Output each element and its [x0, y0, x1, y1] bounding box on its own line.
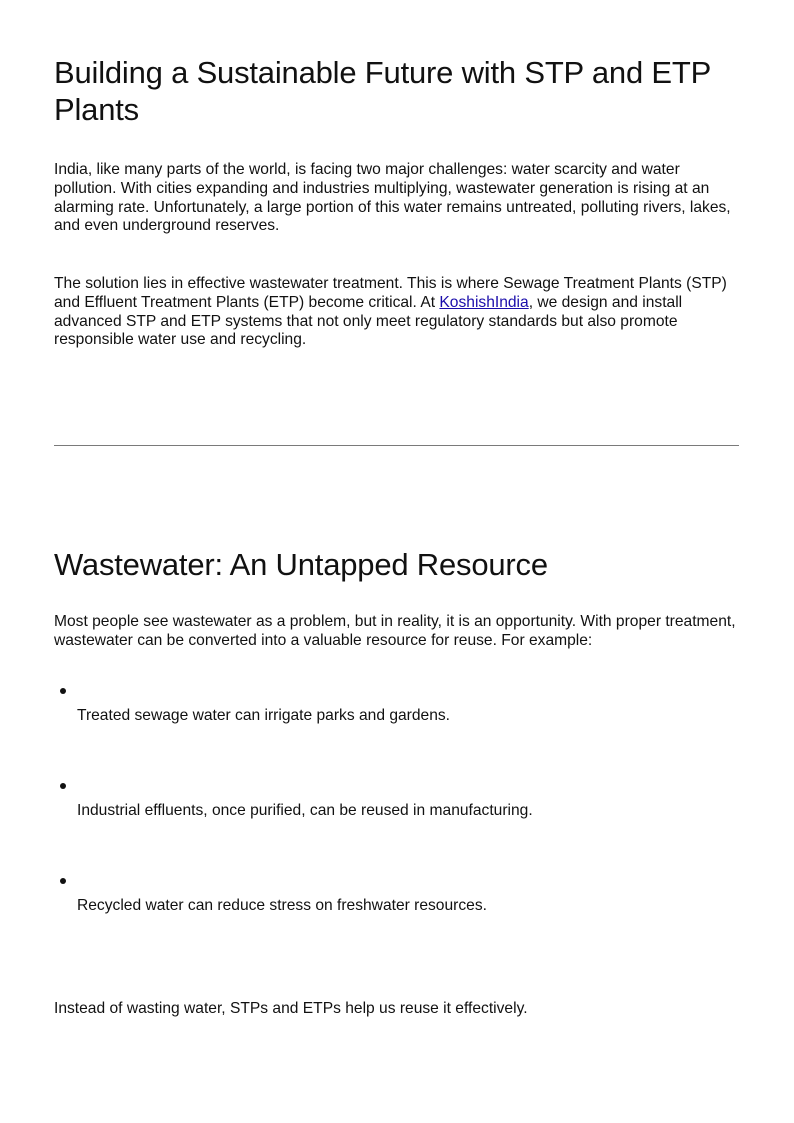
page-title: Building a Sustainable Future with STP and ETP Plants — [54, 55, 711, 127]
bullet-dot-icon — [60, 878, 66, 884]
list-item-text: Treated sewage water can irrigate parks and gardens. — [77, 707, 451, 724]
list-item — [54, 688, 739, 748]
list-item-text: Industrial effluents, once purified, can be reused in manufacturing. — [77, 802, 533, 819]
list-item-text: Recycled water can reduce stress on freshwater resources. — [77, 897, 487, 914]
koshishindia-link[interactable]: KoshishIndia — [439, 293, 529, 311]
section-divider — [54, 445, 739, 446]
bullet-dot-icon — [60, 783, 66, 789]
list-item — [54, 878, 739, 938]
solution-paragraph-before-link: The solution lies in effective wastewater treatment. This is where Sewage Treatment Plants (STP) and Effluent Treatment Plants (ETP) become critical. At — [54, 275, 727, 311]
bullet-dot-icon — [60, 688, 66, 694]
section-heading: Wastewater: An Untapped Resource — [54, 547, 548, 582]
intro-paragraph: India, like many parts of the world, is facing two major challenges: water scarcity and water pollution. With cities expanding and industries multiplying, wastewater generation is rising at an alarming rate. Unfortunately, a large portion of this water remains untreated, polluting rivers, lakes, and even underground reserves. — [54, 161, 731, 235]
solution-paragraph — [54, 275, 739, 350]
closing-paragraph: Instead of wasting water, STPs and ETPs help us reuse it effectively. — [54, 1000, 528, 1017]
list-item — [54, 783, 739, 843]
section-intro-paragraph: Most people see wastewater as a problem, but in reality, it is an opportunity. With proper treatment, wastewater can be converted into a valuable resource for reuse. For example: — [54, 613, 736, 649]
solution-paragraph-after-link: , we design and install advanced STP and ETP systems that not only meet regulatory standards but also promote responsible water use and recycling. — [54, 293, 683, 349]
